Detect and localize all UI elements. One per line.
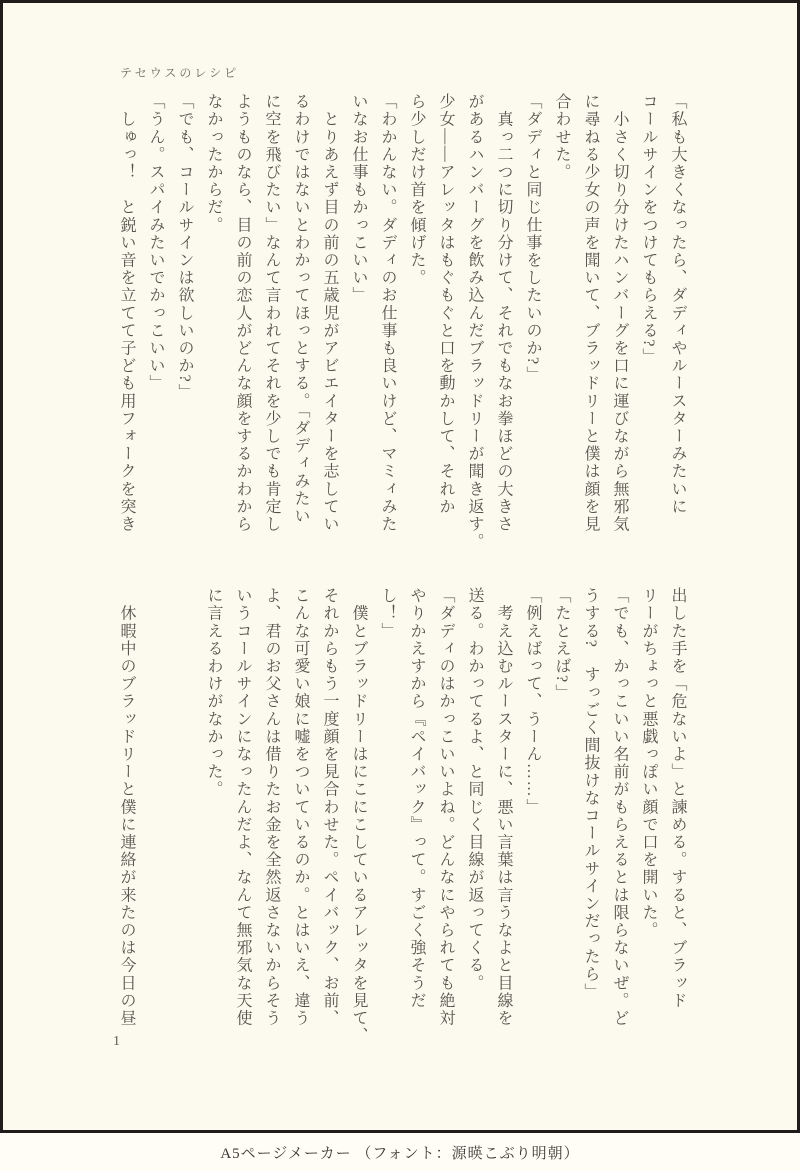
text-line	[170, 587, 199, 1049]
text-line: 「わかんない。ダディのお仕事も良いけど、マミィみた	[379, 93, 396, 533]
text-line: 送る。わかってるよ、と同じく目線が返ってくる。	[466, 587, 483, 992]
text-line: 「例えばって、うーん……」	[524, 587, 541, 816]
text-line: 僕とブラッドリーはにこにこしているアレッタを見て、	[350, 587, 367, 1045]
text-line: よ、君のお父さんは借りたお金を全然返さないからそう	[263, 587, 280, 1027]
text-line: 「でも、コールサインは欲しいのか?」	[176, 93, 193, 401]
text-line: ら少しだけ首を傾げた。	[408, 93, 425, 287]
text-line: し！」	[379, 587, 396, 640]
text-line: るわけではないとわかってほっとする。「ダディみたい	[292, 93, 309, 525]
text-line	[141, 587, 170, 1049]
text-line: 合わせた。	[553, 93, 570, 181]
text-line: しゅっ！ と鋭い音を立てて子ども用フォークを突き	[118, 93, 135, 533]
footer-label: A5ページメーカー （フォント：源暎こぶり明朝）	[220, 1145, 580, 1162]
app-footer	[0, 1133, 800, 1171]
text-line: なかったからだ。	[205, 93, 222, 234]
document-title: テセウスのレシピ	[120, 66, 240, 80]
text-line: 「でも、かっこいい名前がもらえるとは限らないぜ。ど	[611, 587, 628, 1027]
text-line: 「たとえば?」	[553, 587, 570, 702]
text-block-upper	[111, 93, 692, 555]
text-line: 少女――アレッタはもぐもぐと口を動かして、それか	[437, 93, 454, 516]
text-line: こんな可愛い娘に嘘をついているのか。とはいえ、違う	[292, 587, 309, 1027]
text-line: 真っ二つに切り分けて、それでもなお拳ほどの大きさ	[495, 93, 512, 533]
text-line: いなお仕事もかっこいい」	[350, 93, 367, 305]
text-line: 「ダディのはかっこいいよね。どんなにやられても絶対	[437, 587, 454, 1027]
text-line: うする? すっごく間抜けなコールサインだったら」	[582, 587, 599, 1001]
text-line: とりあえず目の前の五歳児がアビエイターを志してい	[321, 93, 338, 533]
text-line: ようものなら、目の前の恋人がどんな顔をするかわから	[234, 93, 251, 533]
text-line: 考え込むルースターに、悪い言葉は言うなよと目線を	[495, 587, 512, 1027]
page-number: 1	[113, 1034, 120, 1049]
text-line: コールサインをつけてもらえる?」	[640, 93, 657, 366]
text-line: それからもう一度顔を見合わせた。ペイバック、お前、	[321, 587, 338, 1027]
text-line: 「ダディと同じ仕事をしたいのか?」	[524, 93, 541, 384]
text-line: リーがちょっと悪戯っぽい顔で口を開いた。	[640, 587, 657, 939]
text-line: 休暇中のブラッドリーと僕に連絡が来たのは今日の昼	[118, 587, 135, 1027]
text-block-lower	[111, 587, 692, 1049]
text-line: やりかえすから『ペイバック』って。すごく強そうだ	[408, 587, 425, 1010]
text-line: 小さく切り分けたハンバーグを口に運びながら無邪気	[611, 93, 628, 533]
text-line: に言えるわけがなかった。	[205, 587, 222, 799]
text-line: があるハンバーグを飲み込んだブラッドリーが聞き返す。	[466, 93, 483, 551]
text-line: に尋ねる少女の声を聞いて、ブラッドリーと僕は顔を見	[582, 93, 599, 533]
text-line: 出した手を「危ないよ」と諫める。すると、ブラッド	[669, 587, 686, 1010]
text-line: 「私も大きくなったら、ダディやルースターみたいに	[669, 93, 686, 516]
text-line: に空を飛びたい」なんて言われてそれを少しでも肯定し	[263, 93, 280, 533]
text-line: いうコールサインになったんだよ、なんて無邪気な天使	[234, 587, 251, 1027]
text-line: 「うん。スパイみたいでかっこいい」	[147, 93, 164, 393]
